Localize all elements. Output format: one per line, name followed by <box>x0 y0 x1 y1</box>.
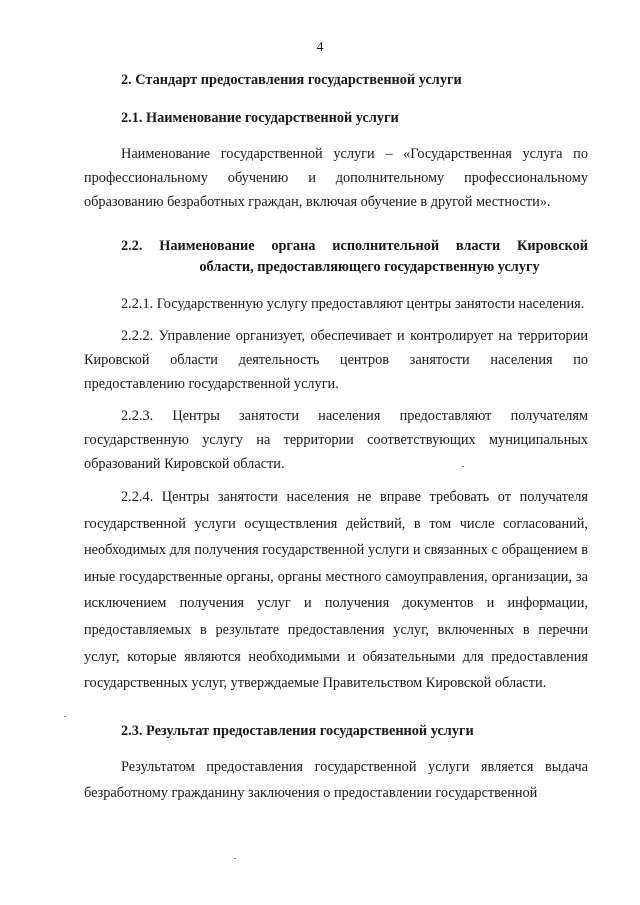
section-2-2-heading <box>84 236 588 278</box>
paragraph-2-2-4: 2.2.4. Центры занятости населения не вправе требовать от получателя государственной услуги осуществления действий, в том числе согласований, необходимых для получения государственной услуги и связанных с обращением в иные государственные органы, органы местного самоуправления, организации, за исключением получения услуг и получения документов и информации, предоставляемых в результате предоставления услуг, включенных в перечни услуг, которые являются необходимыми и обязательными для предоставления государственных услуг, утверждаемые Правительством Кировской области. <box>84 489 588 692</box>
scan-speck <box>234 858 236 859</box>
section-2-1-heading: 2.1. Наименование государственной услуги <box>121 110 399 126</box>
section-2-2-heading-line2: области, предоставляющего государственную услугу <box>199 259 540 275</box>
paragraph-2-2-1: 2.2.1. Государственную услугу предоставляют центры занятости населения. <box>121 296 585 312</box>
scan-speck <box>64 716 66 717</box>
page-number: 4 <box>316 40 324 55</box>
paragraph-2-2-2: 2.2.2. Управление организует, обеспечивает и контролирует на территории Кировской области деятельность центров занятости населения по предоставлению государственной услуги. <box>84 328 588 392</box>
section-2-3-text: Результатом предоставления государственной услуги является выдача безработному гражданину заключения о предоставлении государственной <box>84 758 588 801</box>
section-2-2-heading-line1: 2.2. Наименование органа исполнительной власти Кировской <box>121 238 588 254</box>
document-body <box>84 66 588 806</box>
scan-speck <box>462 466 464 467</box>
section-2-3-heading: 2.3. Результат предоставления государственной услуги <box>121 722 474 739</box>
paragraph-2-2-3: 2.2.3. Центры занятости населения предоставляют получателям государственную услугу на территории соответствующих муниципальных образований Кировской области. <box>84 408 588 472</box>
section-2-heading: 2. Стандарт предоставления государственной услуги <box>121 72 462 88</box>
section-2-1-text: Наименование государственной услуги – «Государственная услуга по профессиональному обучению и дополнительному профессиональному образованию безработных граждан, включая обучение в другой местности». <box>84 146 588 210</box>
